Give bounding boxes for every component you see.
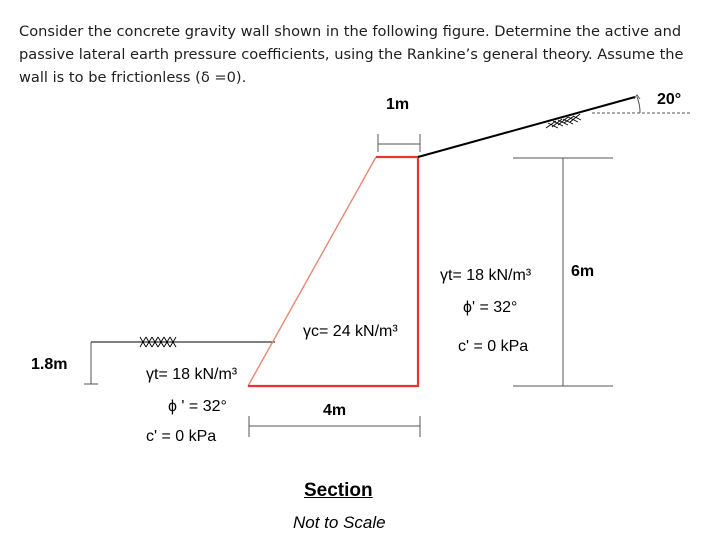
front-soil-cohesion-label: c' = 0 kPa — [146, 428, 217, 445]
wall-height-label: 6m — [571, 263, 595, 280]
backfill-cohesion-label: c' = 0 kPa — [458, 338, 529, 355]
sloping-backfill-surface — [418, 97, 635, 157]
backfill-angle-label: 20° — [657, 91, 682, 108]
base-width-label: 4m — [323, 402, 347, 419]
front-soil-unit-weight-label: γt= 18 kN/m³ — [146, 366, 238, 383]
scale-note: Not to Scale — [293, 513, 386, 532]
problem-statement: Consider the concrete gravity wall shown in the following figure. Determine the active and passive lateral earth pressure coefficients, using the Rankine’s general theory. Assume the wall is to be frictionless (δ =0). — [19, 23, 684, 86]
section-title: Section — [304, 480, 373, 501]
embedment-dimension — [84, 342, 98, 384]
concrete-unit-weight-label: γc= 24 kN/m³ — [303, 323, 398, 340]
top-width-label: 1m — [386, 96, 410, 113]
slope-angle-arc — [637, 97, 640, 113]
backfill-unit-weight-label: γt= 18 kN/m³ — [440, 267, 532, 284]
wall-base-and-back — [248, 157, 418, 386]
front-soil-friction-angle-label: ϕ ' = 32° — [168, 398, 227, 415]
wall-front-face — [248, 157, 376, 386]
top-width-dimension — [378, 134, 420, 152]
backfill-friction-angle-label: ϕ' = 32° — [463, 299, 518, 316]
embedment-depth-label: 1.8m — [31, 356, 68, 373]
